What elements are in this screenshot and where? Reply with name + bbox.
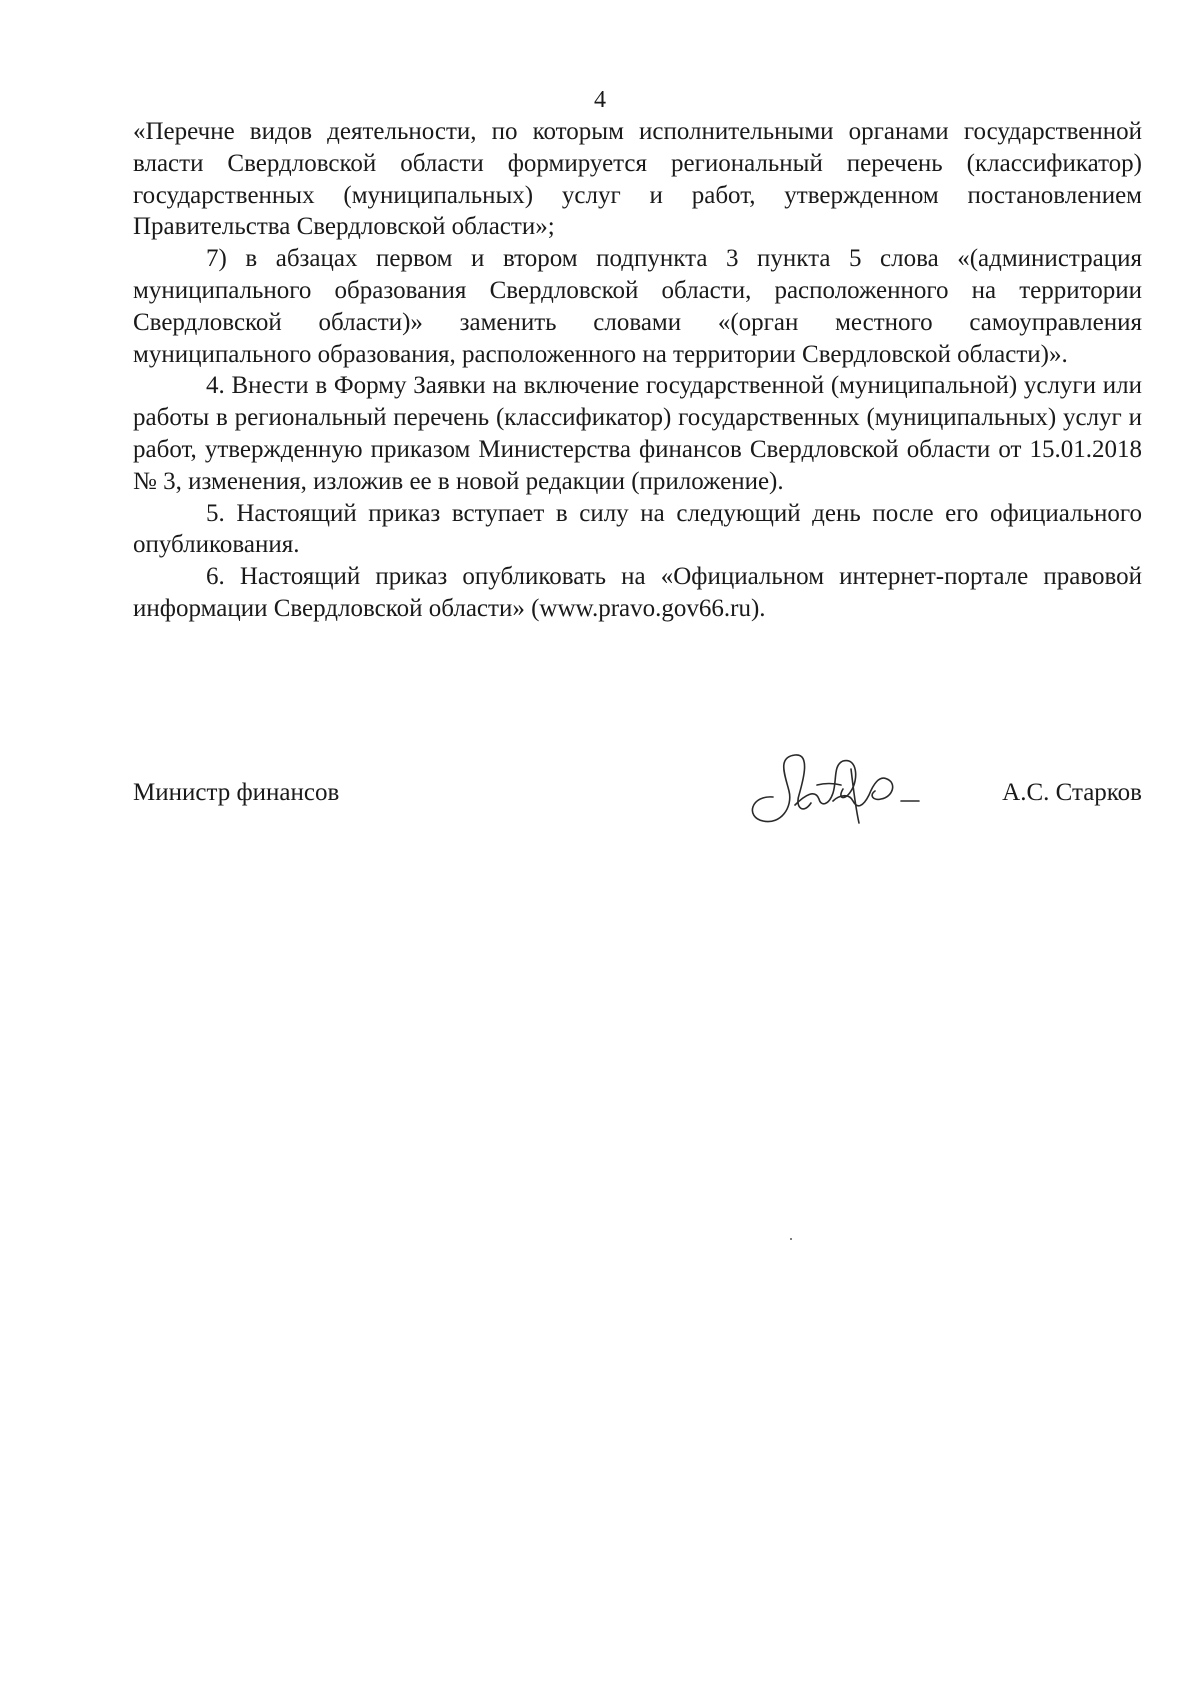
scan-speck [790,1238,792,1240]
signatory-position: Министр финансов [133,779,340,806]
paragraph-item-6: 6. Настоящий приказ опубликовать на «Официальном интернет-портале правовой информации Свердловской области» (www.pravo.gov66.ru). [133,563,1142,622]
paragraph-perechen-quote: «Перечне видов деятельности, по которым исполнительными органами государственной власти Свердловской области формируется региональный перечень (классификатор) государственных (муниципальных) услуг и работ, утвержденном постановлением Правительства Свердловской области»; [133,118,1142,241]
paragraph-item-7: 7) в абзацах первом и втором подпункта 3 пункта 5 слова «(администрация муниципального образования Свердловской области, расположенного на территории Свердловской области)» заменить словами «(орган местного самоуправления муниципального образования, расположенного на территории Свердловской области)». [133,245,1142,368]
handwritten-signature [733,745,923,825]
paragraph-item-5: 5. Настоящий приказ вступает в силу на следующий день после его официального опубликования. [133,499,1142,559]
paragraph-item-4: 4. Внести в Форму Заявки на включение государственной (муниципальной) услуги или работы в региональный перечень (классификатор) государственных (муниципальных) услуг и работ, утвержденную приказом Министерства финансов Свердловской области от 15.01.2018 № 3, изменения, изложив ее в новой редакции (приложение). [133,372,1142,495]
page-number: 4 [594,87,606,113]
signature-block [133,765,1142,855]
signatory-name: А.С. Старков [1002,779,1142,806]
document-body [133,116,1142,625]
